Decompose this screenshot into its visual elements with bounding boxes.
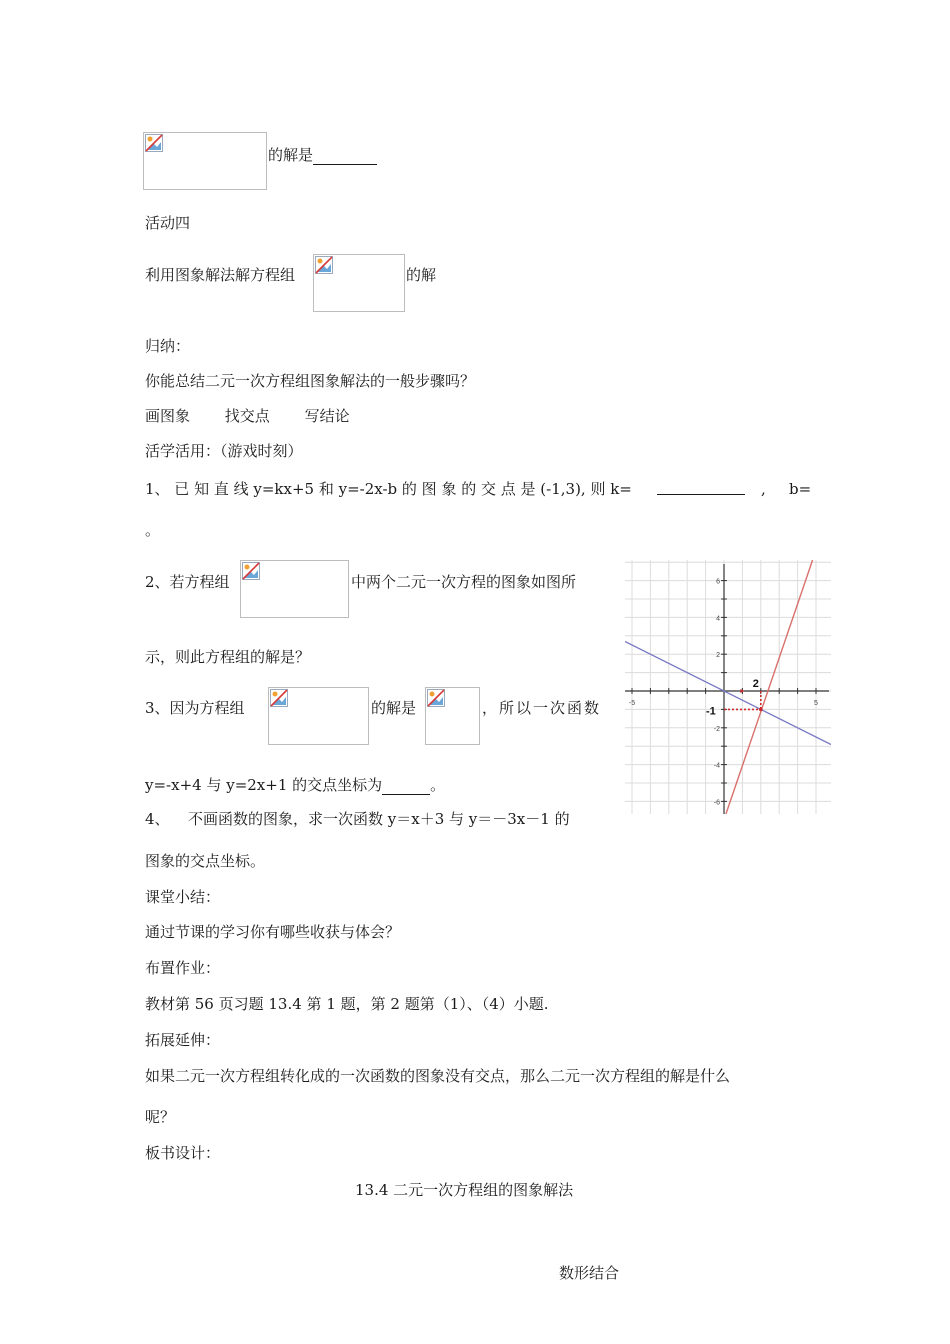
x-tick-label: 5 xyxy=(814,700,818,707)
equation-image-4 xyxy=(268,687,369,745)
label-x-value: 2 xyxy=(752,678,759,690)
equation-image-3 xyxy=(240,560,349,618)
line1-text xyxy=(268,145,377,165)
line1-suffix: 的解是 xyxy=(268,146,314,164)
homework-title: 布置作业： xyxy=(145,959,221,977)
question-2-line2: 示，则此方程组的解是？ xyxy=(145,648,311,666)
x-tick-label: -5 xyxy=(628,700,636,707)
coordinate-graph xyxy=(625,560,831,814)
equation-image-2 xyxy=(313,254,405,312)
question-3-prefix: 3、因为方程组 xyxy=(145,699,245,717)
summary-title: 归纳： xyxy=(145,337,191,355)
step-3: 写结论 xyxy=(304,407,350,425)
question-3-mid: 的解是 xyxy=(371,699,417,717)
class-summary-question: 通过节课的学习你有哪些收获与体会？ xyxy=(145,923,401,941)
solution-image xyxy=(425,687,480,745)
extend-text: 如果二元一次方程组转化成的一次函数的图象没有交点，那么二元一次方程组的解是什么 xyxy=(145,1067,731,1085)
board-note: 数形结合 xyxy=(559,1264,620,1282)
answer-blank-1[interactable] xyxy=(313,148,377,165)
steps-row xyxy=(145,406,350,426)
broken-image-icon xyxy=(427,689,445,707)
question-1 xyxy=(145,479,632,499)
comma-separator: , xyxy=(761,480,766,498)
broken-image-icon xyxy=(270,689,288,707)
summary-question: 你能总结二元一次方程组图象解法的一般步骤吗？ xyxy=(145,372,476,390)
blue-line xyxy=(625,642,831,745)
y-tick-label: -2 xyxy=(713,725,720,733)
red-line xyxy=(726,560,813,814)
y-tick-label: -4 xyxy=(713,762,720,770)
question-3-suffix: ，所以一次函数 xyxy=(482,699,602,717)
y-tick-label: 2 xyxy=(716,652,720,660)
equation-image-1 xyxy=(143,132,267,190)
broken-image-icon xyxy=(315,256,333,274)
question-2-suffix: 中两个二元一次方程的图象如图所 xyxy=(351,573,577,591)
question-3-line2-text: y=-x+4 与 y=2x+1 的交点坐标为 xyxy=(145,776,383,794)
question-3-line2-end: 。 xyxy=(430,776,446,794)
question-4-label: 4、 xyxy=(145,810,170,828)
question-4-line2: 图象的交点坐标。 xyxy=(145,852,266,870)
activity4-prefix: 利用图象解法解方程组 xyxy=(145,266,296,284)
board-heading: 13.4 二元一次方程组的图象解法 xyxy=(355,1181,574,1199)
intersection-point xyxy=(759,708,763,712)
y-tick-label: -6 xyxy=(713,799,720,807)
y-tick-label: 6 xyxy=(716,578,720,586)
apply-title: 活学活用：（游戏时刻） xyxy=(145,442,303,460)
board-title: 板书设计： xyxy=(145,1144,221,1162)
step-1: 画图象 xyxy=(145,407,191,425)
extend-text-2: 呢？ xyxy=(145,1108,176,1126)
question-3-line2 xyxy=(145,775,445,795)
question-1-b: b= xyxy=(789,480,812,498)
question-1-end: 。 xyxy=(145,521,161,539)
question-4-text: 不画函数的图象，求一次函数 y＝x＋3 与 y＝－3x－1 的 xyxy=(188,810,570,828)
extend-title: 拓展延伸： xyxy=(145,1031,221,1049)
y-tick-label: 4 xyxy=(716,615,720,623)
step-2: 找交点 xyxy=(224,407,270,425)
broken-image-icon xyxy=(242,562,260,580)
homework-text: 教材第 56 页习题 13.4 第 1 题，第 2 题第（1）、（4）小题. xyxy=(145,995,549,1013)
activity4-suffix: 的解 xyxy=(406,266,437,284)
answer-blank-3[interactable] xyxy=(382,778,430,795)
class-summary-title: 课堂小结： xyxy=(145,888,221,906)
question-1-text: 1、 已 知 直 线 y=kx+5 和 y=-2x-b 的 图 象 的 交 点 是 (-1,3), 则 k= xyxy=(145,480,632,498)
broken-image-icon xyxy=(145,134,163,152)
label-y-value: -1 xyxy=(706,705,716,718)
answer-blank-k[interactable] xyxy=(657,478,745,495)
question-2-prefix: 2、若方程组 xyxy=(145,573,230,591)
activity4-title: 活动四 xyxy=(145,214,191,232)
